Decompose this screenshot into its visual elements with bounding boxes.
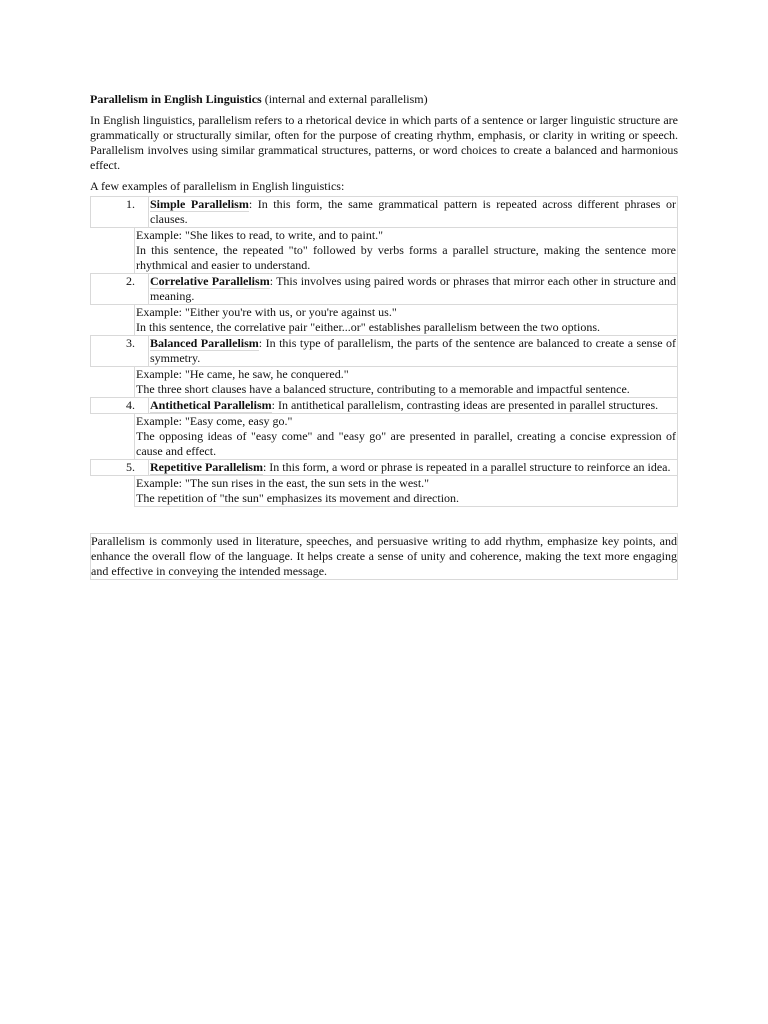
list-item <box>90 273 678 336</box>
list-item-main <box>90 459 678 476</box>
list-item-example: Example: "Easy come, easy go." <box>136 414 293 428</box>
list-item-explanation: The opposing ideas of "easy come" and "easy go" are presented in parallel, creating a concise expression of cause and effect. <box>136 429 676 458</box>
closing-paragraph: Parallelism is commonly used in literature, speeches, and persuasive writing to add rhythm, emphasize key points, and enhance the overall flow of the language. It helps create a sense of unity and coherence, making the text more engaging and effective in conveying the intended message. <box>91 534 677 578</box>
list-item-example: Example: "The sun rises in the east, the sun sets in the west." <box>136 476 430 490</box>
list-item-description: : This involves using paired words or phrases that mirror each other in structure and meaning. <box>150 274 676 303</box>
intro-paragraph: In English linguistics, parallelism refers to a rhetorical device in which parts of a sentence or larger linguistic structure are grammatically or structurally similar, often for the purpose of creating rhythm, emphasis, or clarity in writing or speech. Parallelism involves using similar grammatical structures, patterns, or word choices to create a balanced and harmonious effect. <box>90 113 678 172</box>
list-item-text <box>148 460 677 475</box>
list-item-detail <box>134 227 678 274</box>
list-item <box>90 196 678 274</box>
examples-list <box>90 196 678 507</box>
examples-intro: A few examples of parallelism in English linguistics: <box>90 179 345 193</box>
document-content <box>90 92 678 592</box>
list-item-number: 2. <box>126 274 135 288</box>
list-item-term: Balanced Parallelism <box>150 336 259 350</box>
list-item-main <box>90 196 678 228</box>
list-item-number: 1. <box>126 197 135 211</box>
list-item-detail <box>134 475 678 507</box>
list-item-term: Repetitive Parallelism <box>150 460 263 474</box>
list-item-detail <box>134 413 678 460</box>
list-item-number: 4. <box>126 398 135 412</box>
list-item-term: Correlative Parallelism <box>150 274 270 288</box>
list-item-text <box>148 336 677 366</box>
list-item-example: Example: "He came, he saw, he conquered." <box>136 367 349 381</box>
list-item-explanation: The repetition of "the sun" emphasizes its movement and direction. <box>136 491 460 505</box>
list-item-description: : In this form, a word or phrase is repeated in a parallel structure to reinforce an idea. <box>262 460 671 474</box>
list-item-number: 5. <box>126 460 135 474</box>
list-item-text <box>148 398 677 413</box>
list-item-explanation: In this sentence, the correlative pair "either...or" establishes parallelism between the two options. <box>136 320 600 334</box>
list-item-term: Simple Parallelism <box>150 197 249 211</box>
title-subtitle: (internal and external parallelism) <box>261 92 428 106</box>
list-item-description: : In this form, the same grammatical pattern is repeated across different phrases or clauses. <box>150 197 676 226</box>
list-item-detail <box>134 366 678 398</box>
list-item-description: : In antithetical parallelism, contrasting ideas are presented in parallel structures. <box>271 398 659 412</box>
list-item-description: : In this type of parallelism, the parts of the sentence are balanced to create a sense of symmetry. <box>150 336 676 365</box>
list-item-term: Antithetical Parallelism <box>150 398 272 412</box>
list-item-main <box>90 335 678 367</box>
list-item-explanation: The three short clauses have a balanced structure, contributing to a memorable and impactful sentence. <box>136 382 630 396</box>
list-item-text <box>148 274 677 304</box>
document-title <box>90 92 678 107</box>
list-item <box>90 335 678 398</box>
list-item-example: Example: "Either you're with us, or you're against us." <box>136 305 397 319</box>
list-item <box>90 459 678 507</box>
list-item-example: Example: "She likes to read, to write, and to paint." <box>136 228 384 242</box>
list-item <box>90 397 678 460</box>
list-item-main <box>90 273 678 305</box>
list-item-explanation: In this sentence, the repeated "to" followed by verbs forms a parallel structure, making the sentence more rhythmical and easier to understand. <box>136 243 676 272</box>
list-item-text <box>148 197 677 227</box>
list-item-main <box>90 397 678 414</box>
list-item-number: 3. <box>126 336 135 350</box>
list-item-detail <box>134 304 678 336</box>
title-bold: Parallelism in English Linguistics <box>90 92 262 106</box>
